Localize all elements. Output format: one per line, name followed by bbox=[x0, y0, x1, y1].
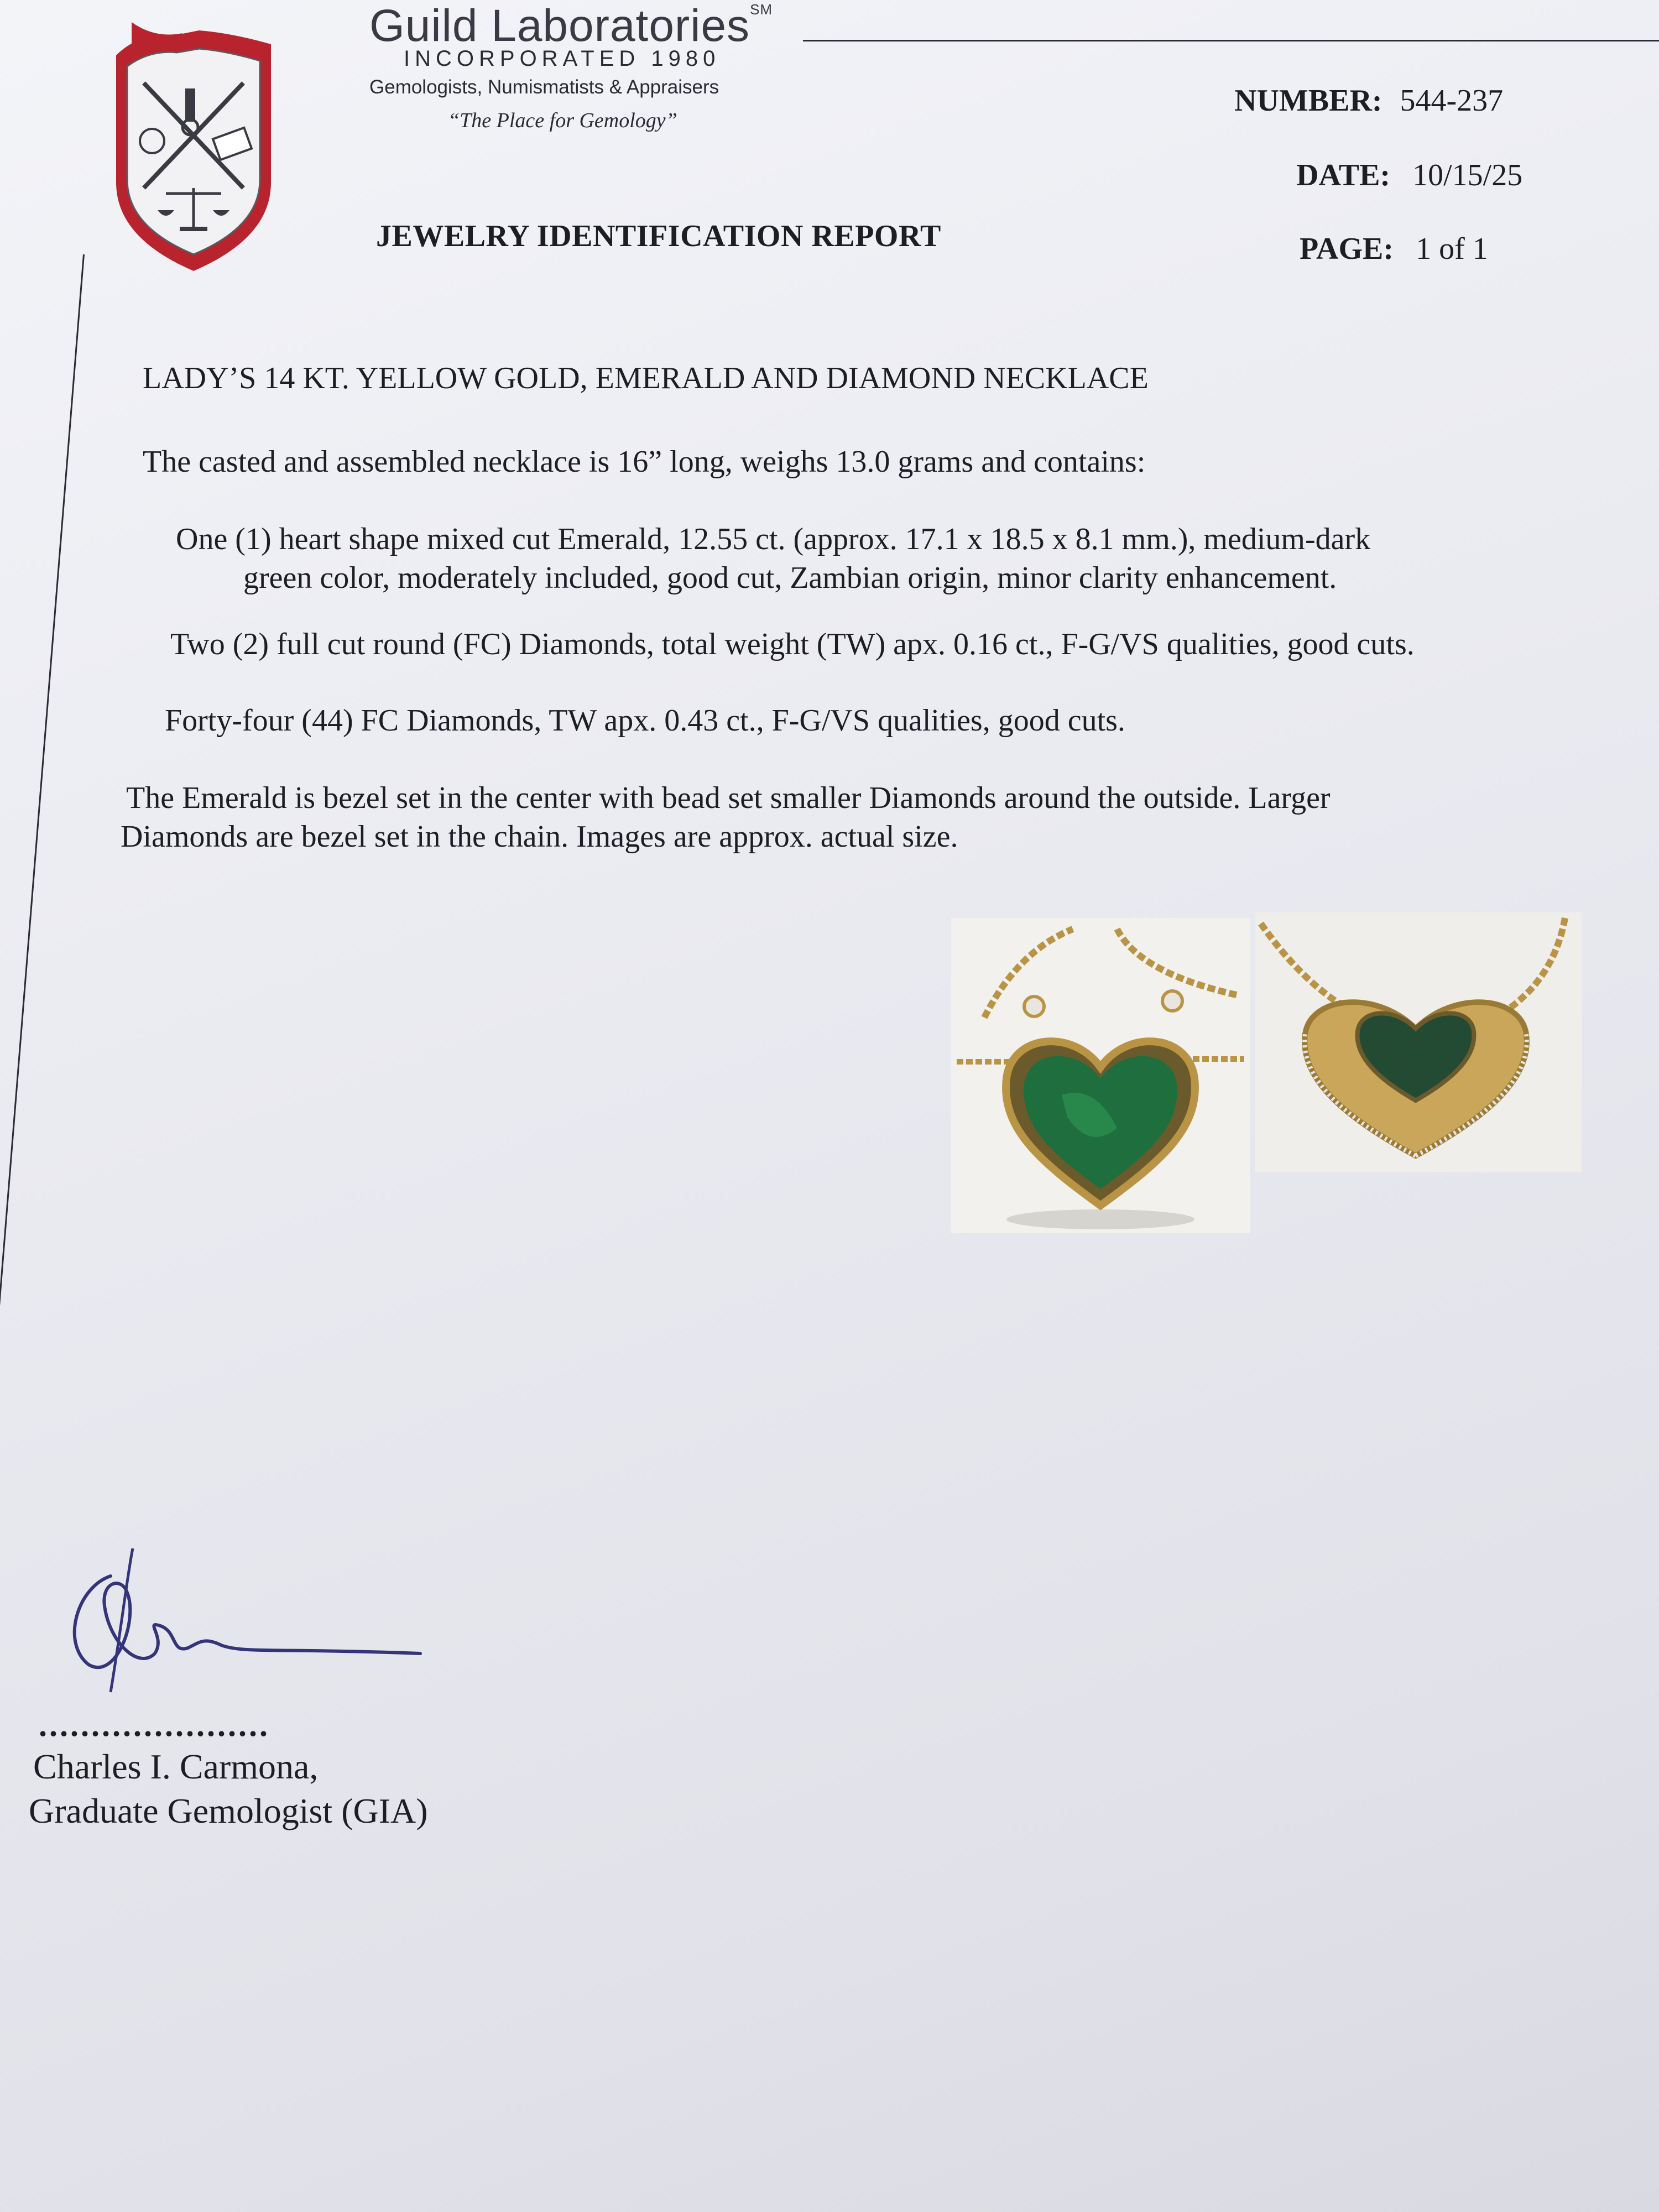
item-intro: The casted and assembled necklace is 16” long, weighs 13.0 grams and contains: bbox=[143, 445, 1146, 479]
crest-logo-icon bbox=[105, 22, 282, 276]
signature-line: ...................... bbox=[39, 1707, 270, 1743]
number-label: NUMBER: bbox=[1234, 84, 1383, 118]
report-date bbox=[1296, 158, 1522, 193]
number-value: 544-237 bbox=[1400, 84, 1504, 118]
signature-image bbox=[44, 1543, 431, 1703]
company-tagline: “The Place for Gemology” bbox=[448, 109, 677, 132]
incorporated-line: INCORPORATED 1980 bbox=[404, 46, 721, 71]
header-rule bbox=[803, 40, 1659, 41]
date-value: 10/15/25 bbox=[1412, 158, 1523, 192]
small-diamonds-description: Forty-four (44) FC Diamonds, TW apx. 0.43 ct., F-G/VS qualities, good cuts. bbox=[165, 703, 1125, 738]
signer-title: Graduate Gemologist (GIA) bbox=[29, 1791, 428, 1830]
emerald-description-line2: green color, moderately included, good cut, Zambian origin, minor clarity enhancement. bbox=[243, 561, 1337, 595]
margin-rule bbox=[0, 254, 85, 1578]
necklace-back-photo bbox=[1255, 912, 1582, 1172]
emerald-description-line1: One (1) heart shape mixed cut Emerald, 12.55 ct. (approx. 17.1 x 18.5 x 8.1 mm.), medium-dark bbox=[176, 522, 1371, 556]
page-label: PAGE: bbox=[1300, 232, 1394, 266]
company-name: Guild Laboratories℠ bbox=[369, 1, 773, 51]
page-value: 1 of 1 bbox=[1416, 232, 1488, 266]
necklace-front-photo bbox=[951, 918, 1250, 1233]
signer-name: Charles I. Carmona, bbox=[33, 1747, 319, 1786]
large-diamonds-description: Two (2) full cut round (FC) Diamonds, total weight (TW) apx. 0.16 ct., F-G/VS qualities, good cuts. bbox=[170, 627, 1415, 661]
report-title: JEWELRY IDENTIFICATION REPORT bbox=[376, 219, 941, 253]
report-number bbox=[1234, 83, 1503, 118]
date-label: DATE: bbox=[1296, 158, 1391, 192]
company-subtitle: Gemologists, Numismatists & Appraisers bbox=[369, 76, 719, 98]
item-title: LADY’S 14 KT. YELLOW GOLD, EMERALD AND DIAMOND NECKLACE bbox=[143, 361, 1149, 395]
setting-description-line1: The Emerald is bezel set in the center with bead set smaller Diamonds around the outside. Larger bbox=[126, 781, 1331, 815]
setting-description-line2: Diamonds are bezel set in the chain. Images are approx. actual size. bbox=[121, 820, 958, 854]
report-page bbox=[1300, 231, 1488, 267]
